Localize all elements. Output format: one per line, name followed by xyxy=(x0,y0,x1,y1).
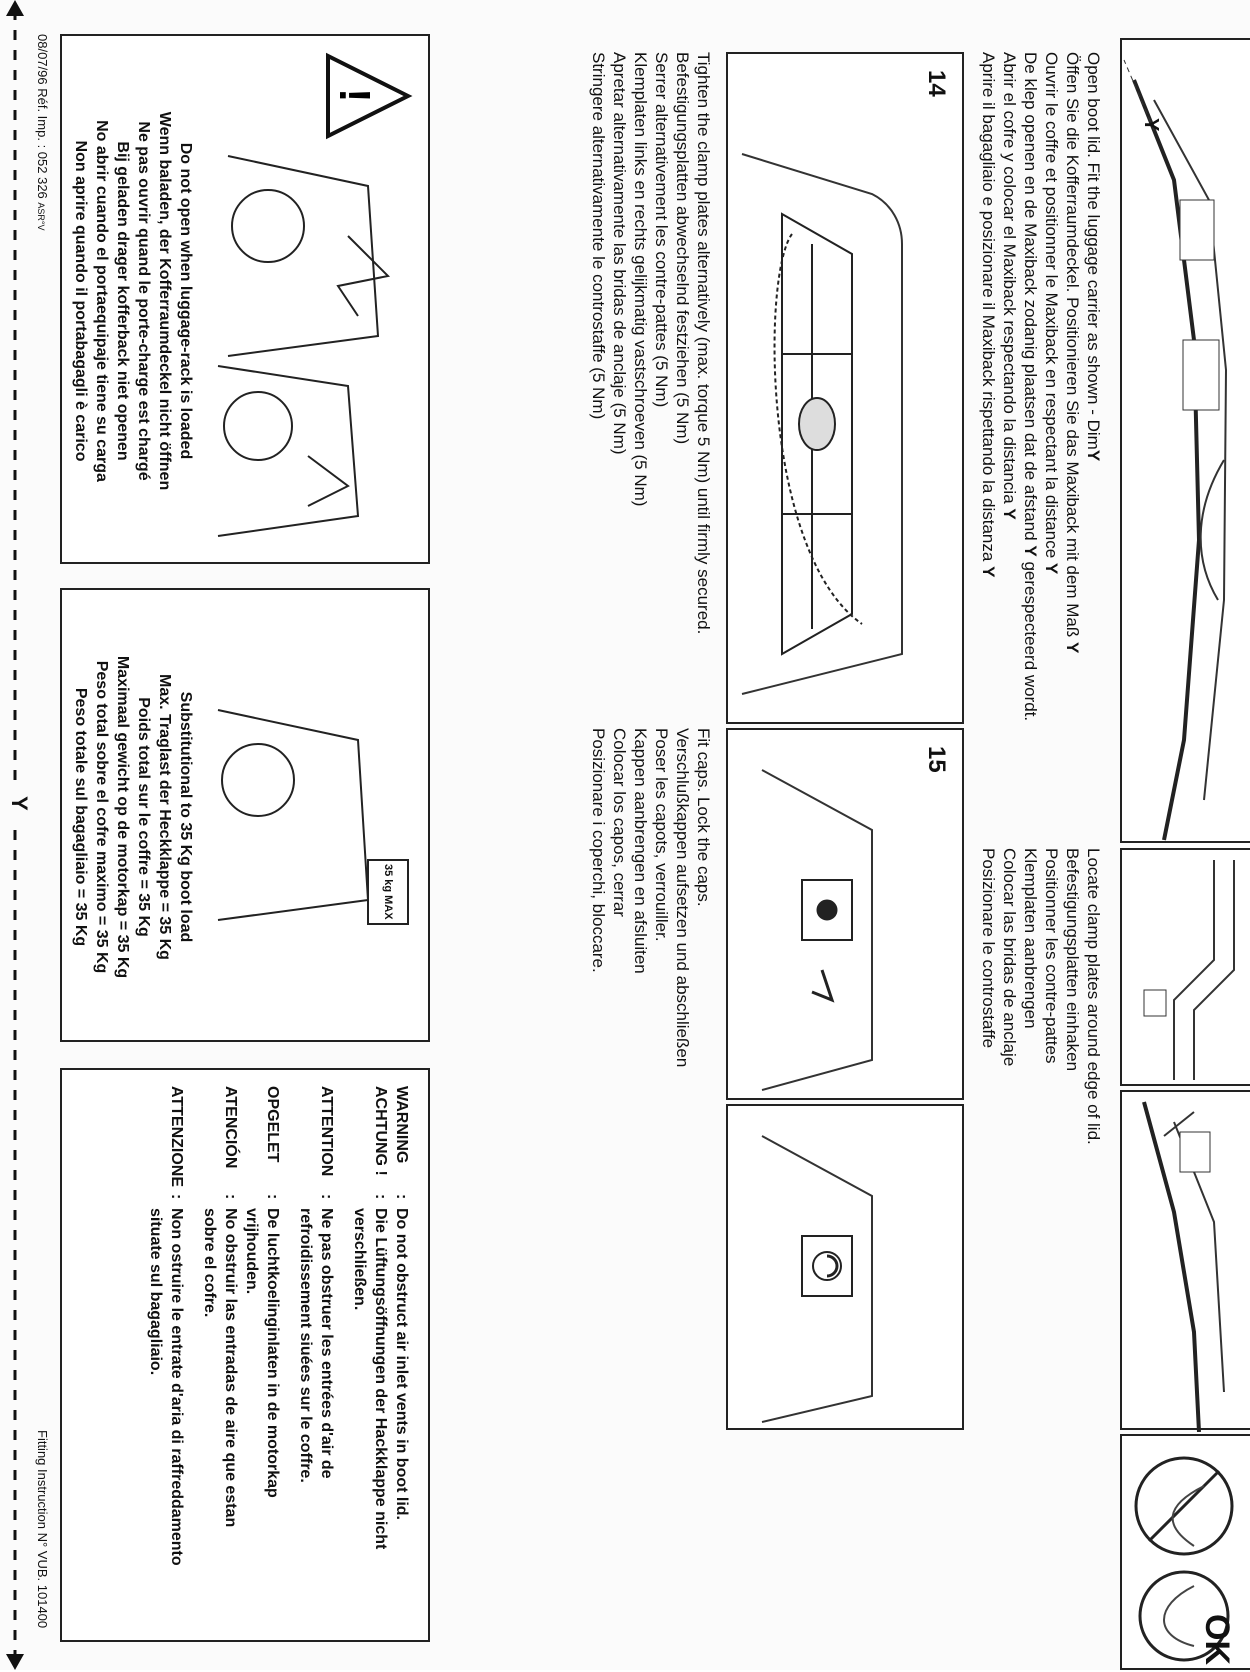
do-not-open-line-en: Do not open when luggage-rack is loaded xyxy=(177,142,194,460)
load-limit-drawing xyxy=(198,590,428,1044)
illustration-open-boot xyxy=(1120,38,1250,843)
warning-row-es: ATENCIÓN : No obstruir las entradas de aire que estan sobre el cofre. xyxy=(199,1086,241,1624)
locate-clamp-line-en: Locate clamp plates around edge of lid. xyxy=(1084,848,1103,1145)
warning-msg-de: Die Lüftungsöffnungen der Hackklappe nicht verschließen. xyxy=(351,1208,389,1550)
locate-clamp-line-nl: Klemplaten aanbrengen xyxy=(1021,848,1040,1029)
do-not-open-line-fr: Ne pas ouvrir quand le porte-charge est chargé xyxy=(135,121,152,481)
step15-line-nl: Kappen aanbrengen en afsluiten xyxy=(631,728,650,974)
warning-row-nl: OPGELET : De luchtkoelinginlaten in de motorkap vrijhouden. xyxy=(241,1086,283,1624)
warning-lang-it: ATTENZIONE xyxy=(168,1086,185,1188)
open-boot-line-en: Open boot lid. Fit the luggage carrier as shown - DimY xyxy=(1084,52,1103,462)
warning-row-de: ACHTUNG ! : Die Lüftungsöffnungen der Hackklappe nicht verschließen. xyxy=(349,1086,391,1624)
load-line-en: Substitutional to 35 Kg boot load xyxy=(177,691,194,943)
step15-number: 15 xyxy=(923,746,950,773)
locate-clamp-line-de: Befestigungsplatten einhaken xyxy=(1063,848,1082,1072)
step14-line-it: Stringere alternativamente le controstaffe (5 Nm) xyxy=(589,52,608,420)
step15-line-es: Colocar los capos, cerrar xyxy=(610,728,629,917)
step15-panel-a xyxy=(726,728,964,1100)
warning-lang-en: WARNING xyxy=(393,1086,410,1164)
footer-ref xyxy=(35,34,50,231)
step14-drawing xyxy=(724,54,962,726)
step15-line-fr: Poser les capots, verrouiller. xyxy=(652,728,671,942)
step15-panel-b xyxy=(726,1104,964,1430)
load-limit-panel xyxy=(60,588,430,1042)
warning-row-fr: ATTENTION : Ne pas obstruer les entrées d'air de refroidissement siuées sur le coffre. xyxy=(295,1086,337,1624)
open-boot-line-it: Aprire il bagagliaio e posizionare il Maxiback rispettando la distanza Y xyxy=(979,52,998,578)
step15-line-it: Posizionare i coperchi, bloccare. xyxy=(589,728,608,973)
warning-msg-en: Do not obstruct air inlet vents in boot lid. xyxy=(393,1208,410,1520)
step14-line-es: Apretar alternativamente las bridas de anclaje (5 Nm) xyxy=(610,52,629,455)
do-not-open-panel xyxy=(60,34,430,564)
ok-label: OK xyxy=(1198,1614,1236,1665)
warning-msg-nl: De luchtkoelinginlaten in de motorkap vrijhouden. xyxy=(243,1208,281,1498)
dim-y-label: Y xyxy=(1140,118,1162,132)
open-boot-line-de: Öffen Sie die Kofferraumdeckel. Positionieren Sie das Maxiback mit dem Maß Y xyxy=(1063,52,1082,654)
step14-text xyxy=(588,52,714,634)
warning-msg-es: No obstruir las entradas de aire que estan sobre el cofre. xyxy=(201,1208,239,1528)
weight-tag: 35 kg MAX xyxy=(382,864,394,920)
footer-ref-small: ASR°V xyxy=(36,202,46,231)
warning-lang-de: ACHTUNG ! xyxy=(372,1086,389,1176)
step14-line-en: Tighten the clamp plates alternatively (max. torque 5 Nm) until firmly secured. xyxy=(694,52,713,635)
step15-drawing-a xyxy=(724,730,962,1102)
warning-msg-it: Non ostruire le entrate d'aria di raffreddamento situate sul bagagliaio. xyxy=(147,1208,185,1566)
load-line-de: Max. Traglast der Heckklappe = 35 Kg xyxy=(156,674,173,960)
open-boot-line-nl: De klep openen en de Maxiback zodanig plaatsen dat de afstand Y gerespecteerd wordt. xyxy=(1021,52,1040,722)
footer-fitting-instruction: Fitting Instruction N° VUB. 101400 xyxy=(35,1430,50,1629)
locate-clamp-line-fr: Positionner les contre-pattes xyxy=(1042,848,1061,1064)
step14-line-nl: Klemplaten links en rechts gelijkmatig vastschroeven (5 Nm) xyxy=(631,52,650,507)
do-not-open-line-nl: Bij geladen drager kofferback niet openen xyxy=(114,141,131,461)
step14-number: 14 xyxy=(923,70,950,97)
warning-msg-fr: Ne pas obstruer les entrées d'air de refroidissement siuées sur le coffre. xyxy=(297,1208,335,1483)
open-boot-text xyxy=(978,52,1104,721)
locate-clamp-line-it: Posizionare le controstaffe xyxy=(979,848,998,1049)
locate-clamp-drawing xyxy=(1120,1092,1250,1432)
warnings-panel xyxy=(60,1068,430,1642)
warning-row-it: ATTENZIONE : Non ostruire le entrate d'aria di raffreddamento situate sul bagagliaio. xyxy=(145,1086,187,1624)
open-boot-drawing xyxy=(1120,40,1250,845)
locate-clamp-line-es: Colocar las bridas de anclaje xyxy=(1000,848,1019,1067)
do-not-open-drawing xyxy=(198,36,428,566)
step14-line-fr: Serrer alternativement les contre-pattes (5 Nm) xyxy=(652,52,671,408)
illustration-clamp-detail xyxy=(1120,848,1250,1086)
load-limit-text xyxy=(70,604,196,1030)
open-boot-line-es: Abrir el cofre y colocar el Maxiback respectando la distancia Y xyxy=(1000,52,1019,520)
locate-clamp-text xyxy=(978,848,1104,1145)
step15-text xyxy=(588,728,714,1067)
load-line-fr: Poids total sur le coffre = 35 Kg xyxy=(135,697,152,937)
step15-line-en: Fit caps. Lock the caps. xyxy=(694,728,713,907)
load-line-es: Peso total sobre el cofre maximo = 35 Kg xyxy=(93,660,110,974)
illustration-locate-clamp xyxy=(1120,1090,1250,1430)
warning-lang-fr: ATTENTION xyxy=(318,1086,335,1177)
do-not-open-line-it: Non aprire quando il portabagagli è carico xyxy=(72,140,89,462)
dimension-y-label: Y xyxy=(7,796,32,811)
step14-panel xyxy=(726,52,964,724)
do-not-open-text xyxy=(70,56,196,546)
warning-lang-nl: OPGELET xyxy=(264,1086,281,1163)
step14-line-de: Befestigungsplatten abwechselnd festziehen (5 Nm) xyxy=(673,52,692,445)
open-boot-line-fr: Ouvrir le coffre et positionner le Maxiback en respectant la distance Y xyxy=(1042,52,1061,575)
illustration-ok xyxy=(1120,1434,1250,1670)
warning-lang-es: ATENCIÓN xyxy=(222,1086,239,1169)
do-not-open-line-de: Wenn baladen, der Kofferraumdeckel nicht öffnen xyxy=(156,111,173,491)
step15-drawing-b xyxy=(724,1106,962,1432)
clamp-detail-drawing xyxy=(1120,850,1250,1088)
dimension-line xyxy=(0,0,30,1670)
svg-text:!: ! xyxy=(330,88,379,103)
load-line-nl: Maximaal gewicht op de motorkap = 35 Kg xyxy=(114,655,131,979)
load-line-it: Peso totale sul bagagliaio = 35 Kg xyxy=(72,687,89,947)
warning-row-en: WARNING : Do not obstruct air inlet vents in boot lid. xyxy=(391,1086,412,1624)
do-not-open-line-es: No abrir cuando el portaequipaje tiene su carga xyxy=(93,120,110,482)
footer-ref-text: 08/07/96 Réf. Imp. : 052 326 xyxy=(35,34,50,199)
step15-line-de: Verschlußkappen aufsetzen und abschließen xyxy=(673,728,692,1068)
